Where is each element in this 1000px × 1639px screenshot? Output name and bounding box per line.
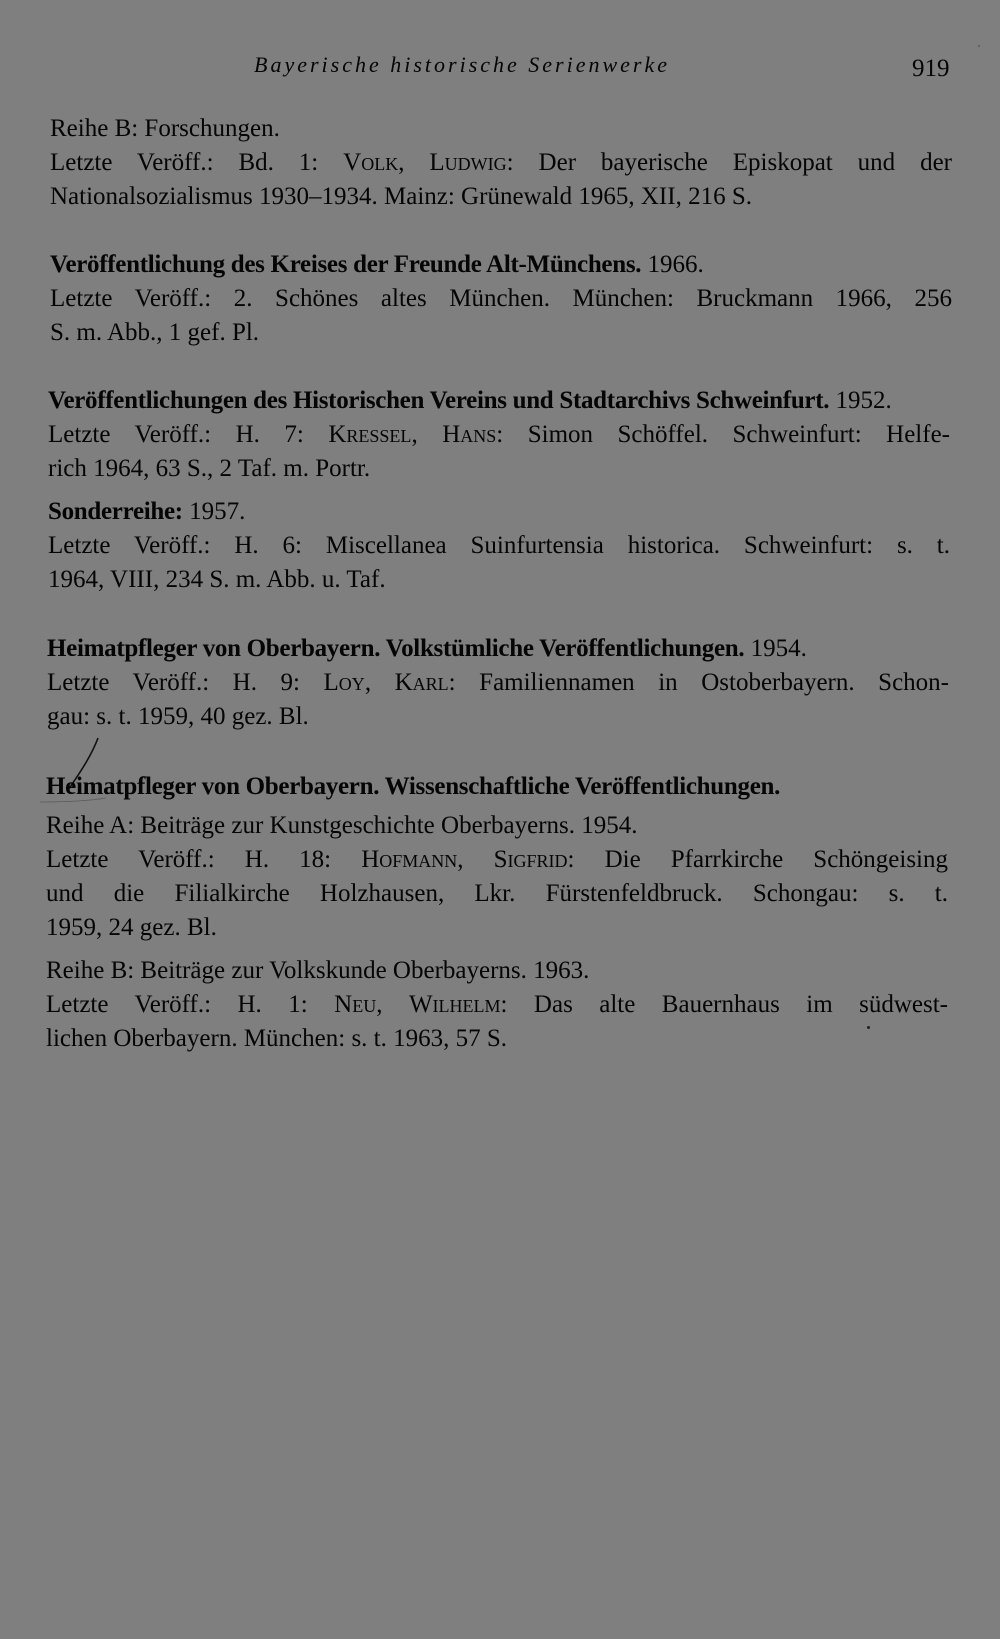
entry-line: 1964, VIII, 234 S. m. Abb. u. Taf. [48,566,386,593]
scan-speck [867,1026,870,1029]
entry-line [50,148,952,178]
author-firstname: Karl [394,669,449,696]
entry-text: , [376,991,409,1018]
entry-line: Nationalsozialismus 1930–1934. Mainz: Grünewald 1965, XII, 216 S. [50,183,752,210]
entry-text: : Die Pfarrkirche Schöngeising [567,846,949,873]
entry-text: : Familiennamen in Ostoberbayern. Schon- [448,669,949,696]
scan-speck [978,45,980,47]
entry-line: lichen Oberbayern. München: s. t. 1963, 57 S. [46,1025,508,1052]
series-title: Heimatpfleger von Oberbayern. Volkstümliche Veröffentlichungen. [47,635,745,662]
entry-text: Letzte Veröff.: H. 9: [47,669,324,696]
subseries-heading [48,497,245,527]
series-heading [47,634,807,664]
page-number: 919 [912,55,950,82]
entry-text: , [398,149,430,176]
entry-text: , [457,846,494,873]
author-lastname: Hofmann [361,846,458,873]
entry-line [46,990,948,1020]
running-title: Bayerische historische Serienwerke [254,52,671,77]
entry-line: gau: s. t. 1959, 40 gez. Bl. [47,703,309,730]
series-title: Heimatpfleger von Oberbayern. Wissenschaftliche Veröffentlichungen. [46,773,781,800]
series-heading [46,772,780,802]
series-title: Veröffentlichung des Kreises der Freunde Alt-Münchens. [50,251,642,278]
series-line-reihe-b: Reihe B: Beiträge zur Volkskunde Oberbayerns. 1963. [46,957,590,984]
entry-text: Letzte Veröff.: H. 7: [48,421,329,448]
entry-text: Letzte Veröff.: H. 18: [46,846,362,873]
subseries-title: Sonderreihe: [48,498,183,525]
series-year: 1952. [829,387,892,414]
series-line-reihe-a: Reihe A: Beiträge zur Kunstgeschichte Oberbayerns. 1954. [46,812,638,839]
entry-line [47,668,949,698]
author-firstname: Hans [442,421,497,448]
author-lastname: Neu [334,991,377,1018]
series-title: Veröffentlichungen des Historischen Vereins und Stadtarchivs Schweinfurt. [48,387,830,414]
entry-text: , [411,421,443,448]
author-firstname: Ludwig [429,149,507,176]
series-year: 1966. [641,251,704,278]
author-lastname: Kressel [328,421,412,448]
author-firstname: Sigfrid [493,846,568,873]
entry-line: S. m. Abb., 1 gef. Pl. [50,319,260,346]
series-year: 1954. [744,635,807,662]
author-firstname: Wilhelm [408,991,501,1018]
series-heading [48,386,892,416]
entry-text: , [364,669,395,696]
series-line-reihe-b-forschungen: Reihe B: Forschungen. [50,115,280,142]
entry-text: Letzte Veröff.: H. 1: [46,991,335,1018]
entry-line: und die Filialkirche Holzhausen, Lkr. Fürstenfeldbruck. Schongau: s. t. [46,880,948,907]
entry-line [48,420,950,450]
entry-line: Letzte Veröff.: H. 6: Miscellanea Suinfurtensia historica. Schweinfurt: s. t. [48,532,950,559]
entry-line [46,845,948,875]
author-lastname: Loy [323,669,365,696]
series-heading [50,250,704,280]
entry-text: : Das alte Bauernhaus im südwest- [500,991,948,1018]
entry-text: Letzte Veröff.: Bd. 1: [50,149,344,176]
entry-text: : Der bayerische Episkopat und der [506,149,952,176]
subseries-year: 1957. [182,498,246,525]
entry-line: 1959, 24 gez. Bl. [46,914,217,941]
author-lastname: Volk [343,149,399,176]
entry-line: rich 1964, 63 S., 2 Taf. m. Portr. [48,455,371,482]
entry-line: Letzte Veröff.: 2. Schönes altes München. München: Bruckmann 1966, 256 [50,285,952,312]
entry-text: : Simon Schöffel. Schweinfurt: Helfe- [496,421,951,448]
